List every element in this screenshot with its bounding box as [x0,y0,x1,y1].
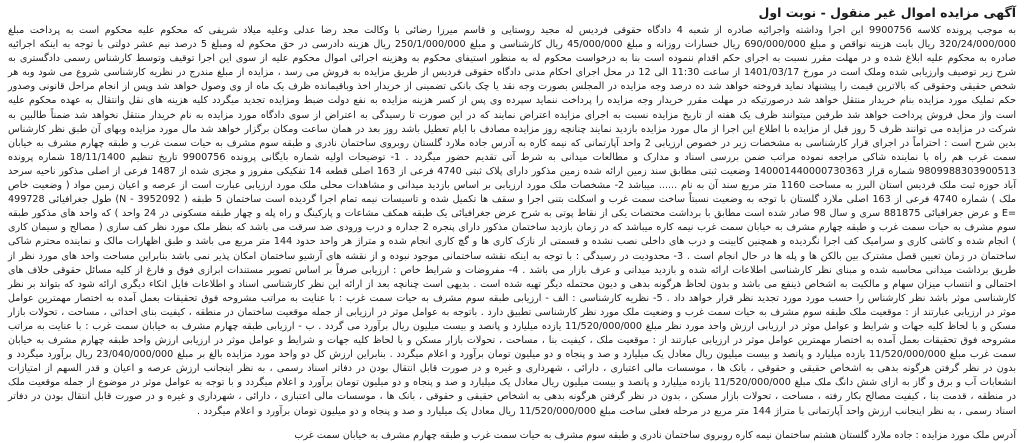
notice-body: به موجب پرونده کلاسه 9900756 این اجرا وداشته واجرائیه صادره از شعبه 4 دادگاه حقوقی فردیس له مجید روستایی و قاسم میرزا رضائی با وکالت مجد رضا عدلی وعلیه میلاد شریفی که محکوم علیه محکوم است به پرداخت مبلغ 320/24/000/000 ریال بابت هزینه نواقص و مبلغ 690/000/000 ریال خسارات روزانه و مبلغ 45/000/000 ریال کارشناسی و مبلغ 250/1/000/000 ریال هزینه دادرسی در حق محکوم له ومبلغ 5 درصد نیم عشر دولتی با توجه به اینکه اجرائیه صادره به محکوم علیه ابلاغ شده و در مهلت مقرر نسبت به اجرای حکم اقدام ننموده است بنا به درخواست محکوم له به منظور استیفای محکوم به وهزینه اجرائی اموال محکوم علیه از سوی این اجرا توقیف وتوسط کارشناس رسمی دادگستری به شرح زیر توصیف وارزیابی شده وملک است در مورخ 1401/03/17 از ساعت 11:30 الی 12 در محل اجرای احکام مدنی دادگاه حقوقی فردیس از طریق مزایده به فروش می رسد ، مزایده از مبلغ مندرج در نظریه کارشناسی شروع می شود وبه هر شخص حقیقی وحقوقی که بالاترین قیمت را پیشنهاد نماید فروخته خواهد شد ده درصد وجه مزایده در المجلس بصورت وجه نقد یا چک بانکی تضمینی از خریدار اخذ وباقیمانده ظرف یک ماه از وی وصول خواهد شد وپس از انجام مراحل قانونی وصدور حکم تملیک مورد مزایده بنام خریدار منتقل خواهد شد درصورتیکه در مهلت مقرر خریدار وجه مزایده را پرداخت ننماید سپرده وی پس از کسر هزینه مزایده به نفع دولت ضبط ومزایده تجدید میگردد کلیه هزینه های نقل وانتقال به عهده محکوم علیه است واز محل فروش پرداخت خواهد شد طرفین میتوانند ظرف یک هفته از تاریخ مزایده نسبت به اجرای مزایده اعتراض نمایند که در این صورت تا رسیدگی به اعتراض از سوی دادگاه مورد مزایده به نام خریدار منتقل نخواهد شد ضمناً طالبین به شرکت در مزایده می توانند ظرف 5 روز قبل از مزایده با اطلاع این اجرا از مال مورد مزایده بازدید نمایند چنانچه روز مزایده مصادف با ایام تعطیل باشد روز بعد در همان ساعت ومکان برگزار خواهد شد مال مورد مزایده وبهای آن طبق نظر کارشناس بدین شرح است : احتراماً در اجرای قرار کارشناسی به مشخصات زیر در خصوص ارزیابی 2 واحد آپارتمانی که نیمه کاره به آدرس جاده ملارد گلستان روبروی ساختمان نادری و طبقه سوم مشرف به حیات سمت غرب و طبقه چهارم مشرف به خیابان سمت غرب هم راه با نماینده شاکی مراجعه نموده مراتب ضمن بررسی اسناد و مدارک و مطالعات میدانی به شرط آتی تقدیم حضور میگردد . 1- توضیحات اولیه شماره بایگانی پرونده 9900756 تاریخ تنظیم 18/11/1400 شماره پرونده 9809988303900513 شماره قرار 140001440000730363 وضعیت ثبتی مطابق سند زمین ارائه شده زمین مذکور دارای پلاک ثبتی 4740 فرعی از 163 اصلی قطعه 14 تفکیکی مفروز و مجزی شده از 1487 فرعی از اصلی مذکور ناحیه سرحد آباد حوزه ثبت ملک فردیس استان البرز به مساحت 1160 متر مربع سند آن به نام ...... میباشد 2- مشخصات ملک مورد ارزیابی بر اساس بازدید میدانی و مشاهدات محلی ملک مورد ارزیابی عبارت است از عرصه و اعیان زمین مواد ( وضعیت خاص ملک ) شماره 4740 فرعی از 163 اصلی ملارد گلستان با توجه به وضعیت نسبتاً ساخت سمت غرب و اسکلت بتنی اجرا و سقف ها تکمیل شده و تاسیسات نیمه تمام اجرا گردیده است ساختمان 5 طبقه ( 3952092 - N) طول جغرافیائی 499728 =E و عرض جغرافیائی 881875 سری و سال 98 صادر شده است مطابق با برداشت مختصات یکی از نقاط پوتی به شرح عرض جغرافیائی یک طبقه همکف مشاعات و پارکینگ و راه پله و چهار طبقه مسکونی در 24 واحد ) که واحد های مذکور طبقه سوم مشرف به حیات سمت غرب و طبقه چهارم مشرف به خیابان سمت غرب نیمه کاره میباشد که در زمان بازدید ساختمان مذکور دارای پنجره 2 جداره و درب ورودی ضد سرقت می باشد که بنظر ملک مورد نظر کف سازی ( مصالح و سیمان کاری ) انجام شده و کاشی کاری و سرامیک کف اجرا نگردیده و همچنین کابینت و درب های داخلی نصب نشده و قسمتی از نازک کاری ها و گچ کاری انجام شده و متراژ هر واحد حدود 144 متر مربع می باشد و طبق اظهارات مالک و نماینده محترم شاکی ساختمان در زمان تعیین قصل مشترک بین بالکن ها و پله ها در حال انجام است . 3- محدودیت در رسیدگی : با توجه به اینکه نقشه ساختمانی موجود نبوده و از نقشه های آرشیو ساختمان امکان پذیر نمی باشد بنابراین مساحت واحد های مورد نظر از طریق برداشت میدانی محاسبه شده و مبنای نظر کارشناسی اطلاعات ارائه شده و بازدید میدانی و عرف بازار می باشد . 4- مفروضات و شرایط خاص : ارزیابی صرفاً بر اساس تصویر مستندات ابرازی فوق و فارغ از کلیه مسائل حقوقی خلاف های احتمالی و انتساب میزان سهام و مالکیت به اشخاص ذینفع می باشد و بدون لحاظ هرگونه بدهی و دیون محتمله دیگر تهیه شده است . بدیهی است چنانچه بعد از ارائه این نظر کارشناسی اسناد و اطلاعات فایل اتکاء دیگری ارائه شود که بتواند بر نظر کارشناسی موثر باشد نظر کارشناس را حسب مورد مورد تجدید نظر قرار خواهد داد . 5- نظریه کارشناسی : الف - ارزیابی طبقه سوم مشرف به حیات سمت غرب : با عنایت به مراتب مشروحه فوق تحقیقات بعمل آمده به اختصار مهمترین عوامل موثر در ارزیابی عبارتند از : موقعیت ملک طبقه سوم مشرف به حیات سمت غرب و وضعیت ملک مورد نظر کارشناسی تطبیق دارد . باتوجه به عوامل موثر در ارزیابی از جمله موقعیت ساختمان در منطقه ، کیفیت بنای احداثی ، مساحت ، تحولات بازار مسکن و با لحاظ کلیه جهات و شرایط و عوامل موثر در ارزیابی ارزش واحد مورد نظر مبلغ 11/520/000/000 یازده میلیارد و پانصد و بیست میلیون ریال برآورد می گردد . ب - ارزیابی طبقه چهارم مشرف به خیابان سمت غرب : با عنایت به مراتب مشروحه فوق تحقیقات بعمل آمده به اختصار مهمترین عوامل موثر در ارزیابی عبارتند از : موقعیت ملک ، کیفیت بنا ، مساحت ، تحولات بازار مسکن و با لحاظ کلیه جهات و شرایط و عوامل موثر در ارزیابی ارزش واحد طبقه چهارم مشرف به خیابان سمت غرب مبلغ 11/520/000/000 یازده میلیارد و پانصد و بیست میلیون ریال معادل یک میلیارد و صد و پنجاه و دو میلیون تومان برآورد و اعلام میگردد . بنابراین ارزش کل دو واحد مورد مزایده بالغ بر مبلغ 23/040/000/000 ریال برآورد میگردد و بدون در نظر گرفتن هرگونه بدهی به اشخاص حقیقی و حقوقی ، بانک ها ، موسسات مالی اعتباری ، دارائی ، شهرداری و غیره و در صورت قابل انتقال بودن در دفاتر اسناد رسمی ، به نظر اینجانب ارزش عرصه و اعیان و قدر السهم از امتیازات انشعابات آب و برق و گاز به ازای شش دانگ ملک مبلغ 11/520/000/000 یازده میلیارد و پانصد و بیست میلیون ریال معادل یک میلیارد و صد و پنجاه و دو میلیون تومان برآورد و اعلام میگردد و با توجه به عوامل موثر در موضوع از جمله موقعیت ملک در منطقه ، قدمت بنا ، کیفیت مصالح بکار رفته ، مساحت ، تحولات بازار مسکن ، بدون در نظر گرفتن هرگونه بدهی به اشخاص حقیقی و حقوقی ، بانک ها ، موسسات مالی اعتباری ، دارائی ، شهرداری و غیره و در صورت قابل انتقال بودن در دفاتر اسناد رسمی ، به نظر اینجانب ارزش واحد آپارتمانی با متراژ 144 متر مربع در مرحله فعلی ساخت مبلغ 11/520/000/000 ریال معادل یک میلیارد و صد و پنجاه و دو میلیون تومان برآورد و اعلام میگردد . [8,25,1017,417]
auction-notice [8,4,1017,441]
notice-address: آدرس ملک مورد مزایده : جاده ملارد گلستان هشتم ساختمان نیمه کاره روبروی ساختمان نادری و طبقه سوم مشرف به حیات سمت غرب و طبقه چهارم مشرف به خیابان سمت غرب [294,429,1016,441]
notice-title: آگهی مزایده اموال غیر منقول - نوبت اول [758,5,1016,20]
